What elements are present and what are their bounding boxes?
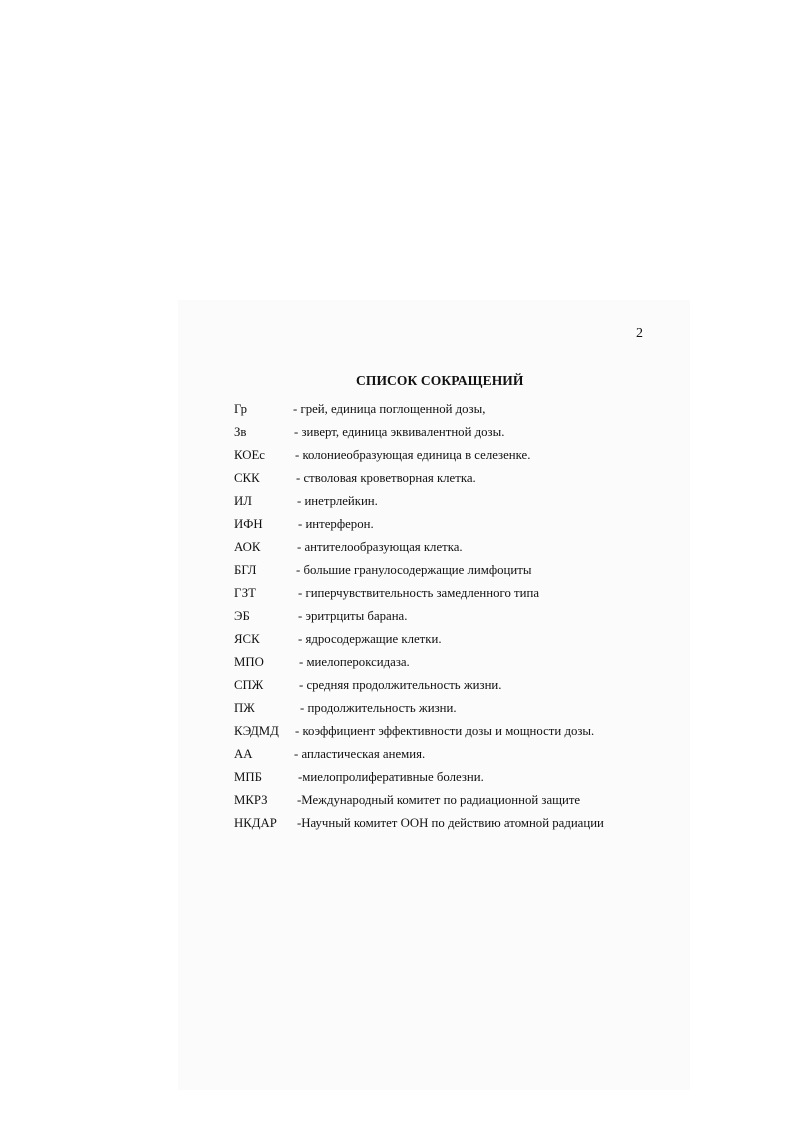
abbreviation-definition: - грей, единица поглощенной дозы, <box>293 402 486 416</box>
abbreviation-term: МКРЗ <box>234 793 268 807</box>
list-item <box>234 492 674 515</box>
abbreviation-term: КОЕс <box>234 448 265 462</box>
list-item <box>234 538 674 561</box>
list-item <box>234 515 674 538</box>
abbreviation-definition: -миелопролиферативные болезни. <box>298 770 484 784</box>
abbreviation-definition: - инетрлейкин. <box>297 494 378 508</box>
list-item <box>234 446 674 469</box>
abbreviation-term: Гр <box>234 402 247 416</box>
list-item <box>234 745 674 768</box>
abbreviation-definition: -Научный комитет ООН по действию атомной радиации <box>297 816 604 830</box>
page-title: СПИСОК СОКРАЩЕНИЙ <box>356 373 524 388</box>
abbreviation-term: БГЛ <box>234 563 257 577</box>
list-item <box>234 653 674 676</box>
list-item <box>234 423 674 446</box>
list-item <box>234 607 674 630</box>
list-item <box>234 814 674 837</box>
abbreviation-term: ИЛ <box>234 494 252 508</box>
abbreviation-definition: - продолжительность жизни. <box>300 701 457 715</box>
list-item <box>234 400 674 423</box>
abbreviation-definition: - стволовая кроветворная клетка. <box>296 471 476 485</box>
list-item <box>234 791 674 814</box>
abbreviation-definition: - ядросодержащие клетки. <box>298 632 442 646</box>
abbreviation-term: НКДАР <box>234 816 277 830</box>
abbreviation-definition: - зиверт, единица эквивалентной дозы. <box>294 425 505 439</box>
abbreviation-definition: - интерферон. <box>298 517 374 531</box>
abbreviation-definition: - гиперчувствительность замедленного типа <box>298 586 540 600</box>
abbreviation-definition: -Международный комитет по радиационной защите <box>297 793 581 807</box>
abbreviation-definition: - апластическая анемия. <box>294 747 426 761</box>
page-number: 2 <box>636 326 643 341</box>
abbreviation-definition: - антителообразующая клетка. <box>297 540 463 554</box>
abbreviation-term: ЯСК <box>234 632 260 646</box>
list-item <box>234 469 674 492</box>
abbreviation-term: МПБ <box>234 770 262 784</box>
abbreviation-definition: - колониеобразующая единица в селезенке. <box>295 448 531 462</box>
abbreviation-definition: - средняя продолжительность жизни. <box>299 678 502 692</box>
list-item <box>234 676 674 699</box>
abbreviation-term: ПЖ <box>234 701 255 715</box>
abbreviation-term: Зв <box>234 425 247 439</box>
abbreviation-term: АОК <box>234 540 261 554</box>
abbreviation-list <box>234 400 674 837</box>
abbreviation-term: ЭБ <box>234 609 250 623</box>
abbreviation-term: СПЖ <box>234 678 264 692</box>
list-item <box>234 561 674 584</box>
list-item <box>234 768 674 791</box>
list-item <box>234 699 674 722</box>
list-item <box>234 722 674 745</box>
abbreviation-term: СКК <box>234 471 260 485</box>
abbreviation-term: МПО <box>234 655 264 669</box>
abbreviation-term: ГЗТ <box>234 586 256 600</box>
abbreviation-term: ИФН <box>234 517 263 531</box>
abbreviation-definition: - эритрциты барана. <box>298 609 408 623</box>
abbreviation-term: АА <box>234 747 253 761</box>
abbreviation-definition: - миелопероксидаза. <box>299 655 410 669</box>
abbreviation-definition: - коэффициент эффективности дозы и мощности дозы. <box>295 724 595 738</box>
abbreviation-definition: - большие гранулосодержащие лимфоциты <box>296 563 532 577</box>
abbreviation-term: КЭДМД <box>234 724 279 738</box>
list-item <box>234 584 674 607</box>
list-item <box>234 630 674 653</box>
